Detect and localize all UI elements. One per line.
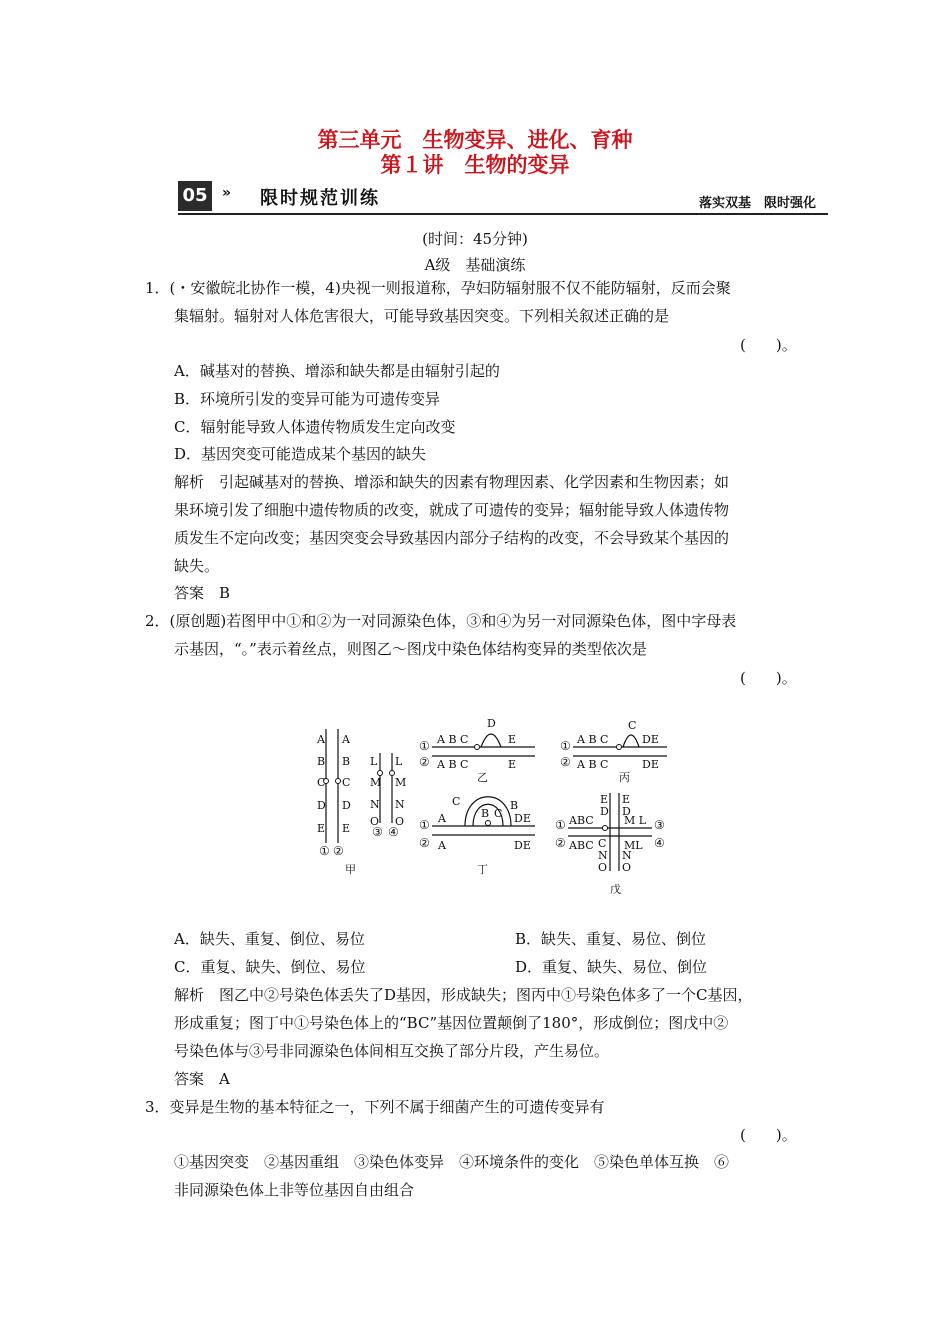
q2-option-b: B．缺失、重复、易位、倒位 [515,930,707,948]
svg-text:A: A [317,733,325,746]
q3-answer-blank: ( )。 [740,1126,797,1144]
svg-text:ABC: ABC [569,814,594,827]
svg-text:③: ③ [654,818,665,832]
q2-option-a: A．缺失、重复、倒位、易位 [174,930,365,948]
svg-text:O: O [622,861,632,874]
q2-explanation-line2: 形成重复；图丁中①号染色体上的“BC”基因位置颠倒了180°，形成倒位；图戊中② [174,1014,729,1032]
svg-text:D: D [600,805,609,818]
svg-text:A: A [438,812,446,825]
svg-text:①: ① [419,739,430,753]
svg-text:D: D [317,799,326,812]
svg-text:C: C [598,837,607,850]
svg-text:E: E [508,758,517,771]
q1-stem-line1: 1．(・安徽皖北协作一模，4)央视一则报道称，孕妇防辐射服不仅不能防辐射，反而会聚 [145,279,731,297]
double-arrow-icon: » [222,185,232,201]
svg-text:E: E [342,822,351,835]
svg-text:②: ② [333,844,344,858]
svg-text:L: L [370,755,378,768]
svg-text:B: B [342,755,351,768]
figure-yi [419,717,535,784]
svg-text:②: ② [560,755,571,769]
q1-option-b: B．环境所引发的变异可能为可遗传变异 [174,390,441,408]
svg-text:D: D [622,805,631,818]
svg-text:E: E [600,793,609,806]
q1-stem-line2: 集辐射。辐射对人体危害很大，可能导致基因突变。下列相关叙述正确的是 [174,307,670,325]
svg-text:E: E [508,733,517,746]
q2-option-c: C．重复、缺失、倒位、易位 [174,958,366,976]
svg-text:M: M [395,776,407,789]
svg-text:ABC: ABC [569,839,594,852]
section-number: 05 [178,181,212,211]
q2-stem-line2: 示基因，“。”表示着丝点，则图乙～图戊中染色体结构变异的类型依次是 [174,640,647,658]
svg-text:①: ① [560,739,571,753]
svg-text:DE: DE [642,733,659,746]
q2-answer: 答案 A [174,1070,230,1088]
svg-text:乙: 乙 [477,771,488,784]
q1-option-d: D．基因突变可能造成某个基因的缺失 [174,445,427,463]
svg-text:O: O [395,815,405,828]
svg-text:N: N [598,849,608,862]
q2-explanation-line1: 解析 图乙中②号染色体丢失了D基因，形成缺失；图丙中①号染色体多了一个C基因， [174,986,753,1004]
svg-text:丙: 丙 [619,771,630,784]
svg-text:C: C [628,719,637,732]
svg-text:N: N [370,798,380,811]
svg-text:N: N [622,849,632,862]
q2-stem-line1: 2．(原创题)若图甲中①和②为一对同源染色体，③和④为另一对同源染色体，图中字母表 [145,612,737,630]
svg-text:O: O [598,861,608,874]
svg-text:戊: 戊 [610,883,621,896]
q3-stem-line1: 3．变异是生物的基本特征之一，下列不属于细菌产生的可遗传变异有 [145,1098,605,1116]
q1-explanation-line4: 缺失。 [174,557,220,575]
svg-text:①: ① [555,818,566,832]
section-slogan: 落实双基 限时强化 [698,196,816,211]
q1-answer: 答案 B [174,584,231,602]
svg-text:ML: ML [624,839,643,852]
q2-explanation-line3: 号染色体与③号非同源染色体间相互交换了部分片段，产生易位。 [174,1042,610,1060]
q2-option-d: D．重复、缺失、易位、倒位 [515,958,708,976]
svg-text:N: N [395,798,405,811]
svg-text:A B C: A B C [577,758,609,771]
svg-text:②: ② [419,836,430,850]
svg-text:③: ③ [372,825,383,839]
svg-text:④: ④ [388,825,399,839]
svg-text:丁: 丁 [477,863,488,876]
svg-text:E: E [622,793,631,806]
figure-wu [555,793,665,896]
svg-text:E: E [317,822,326,835]
section-banner [178,180,828,215]
svg-text:M L: M L [624,814,647,827]
svg-text:A B C: A B C [577,733,609,746]
q1-option-a: A．碱基对的替换、增添和缺失都是由辐射引起的 [174,362,500,380]
svg-text:②: ② [419,755,430,769]
svg-text:A B C: A B C [437,733,469,746]
section-name: 限时规范训练 [260,188,380,209]
svg-text:DE: DE [514,839,531,852]
svg-text:DE: DE [514,812,531,825]
q1-option-c: C．辐射能导致人体遗传物质发生定向改变 [174,418,456,436]
q1-answer-blank: ( )。 [740,336,797,354]
unit-title: 第三单元 生物变异、进化、育种 [317,128,633,152]
lesson-title: 第１讲 生物的变异 [380,153,570,177]
svg-text:B: B [481,807,490,820]
svg-text:B: B [317,755,326,768]
svg-text:C: C [452,795,461,808]
time-limit: (时间：45分钟) [422,230,528,248]
svg-text:②: ② [555,836,566,850]
q3-items-line1: ①基因突变 ②基因重组 ③染色体变异 ④环境条件的变化 ⑤染色单体互换 ⑥ [174,1153,730,1171]
svg-text:D: D [342,799,351,812]
svg-text:C: C [317,776,326,789]
svg-text:甲: 甲 [345,863,356,876]
svg-text:M: M [370,776,382,789]
svg-text:A B C: A B C [437,758,469,771]
svg-text:L: L [395,755,403,768]
svg-text:D: D [487,717,496,730]
figure-bing [560,719,667,784]
svg-text:A: A [342,733,350,746]
svg-text:①: ① [319,844,330,858]
svg-text:A: A [438,839,446,852]
svg-text:B: B [510,799,519,812]
chromosome-figure [305,713,685,903]
svg-text:C: C [494,807,503,820]
level-heading: A级 基础演练 [424,256,526,274]
q1-explanation-line1: 解析 引起碱基对的替换、增添和缺失的因素有物理因素、化学因素和生物因素；如 [174,473,730,491]
svg-text:①: ① [419,818,430,832]
svg-text:O: O [370,815,380,828]
svg-text:C: C [342,776,351,789]
svg-text:DE: DE [642,758,659,771]
figure-jia [316,729,406,876]
q1-explanation-line3: 质发生不定向改变；基因突变会导致基因内部分子结构的改变，不会导致某个基因的 [174,529,730,547]
figure-ding [419,795,535,876]
q3-items-line2: 非同源染色体上非等位基因自由组合 [174,1181,415,1199]
q1-explanation-line2: 果环境引发了细胞中遗传物质的改变，就成了可遗传的变异；辐射能导致人体遗传物 [174,501,730,519]
q2-answer-blank: ( )。 [740,669,797,687]
svg-text:④: ④ [654,836,665,850]
